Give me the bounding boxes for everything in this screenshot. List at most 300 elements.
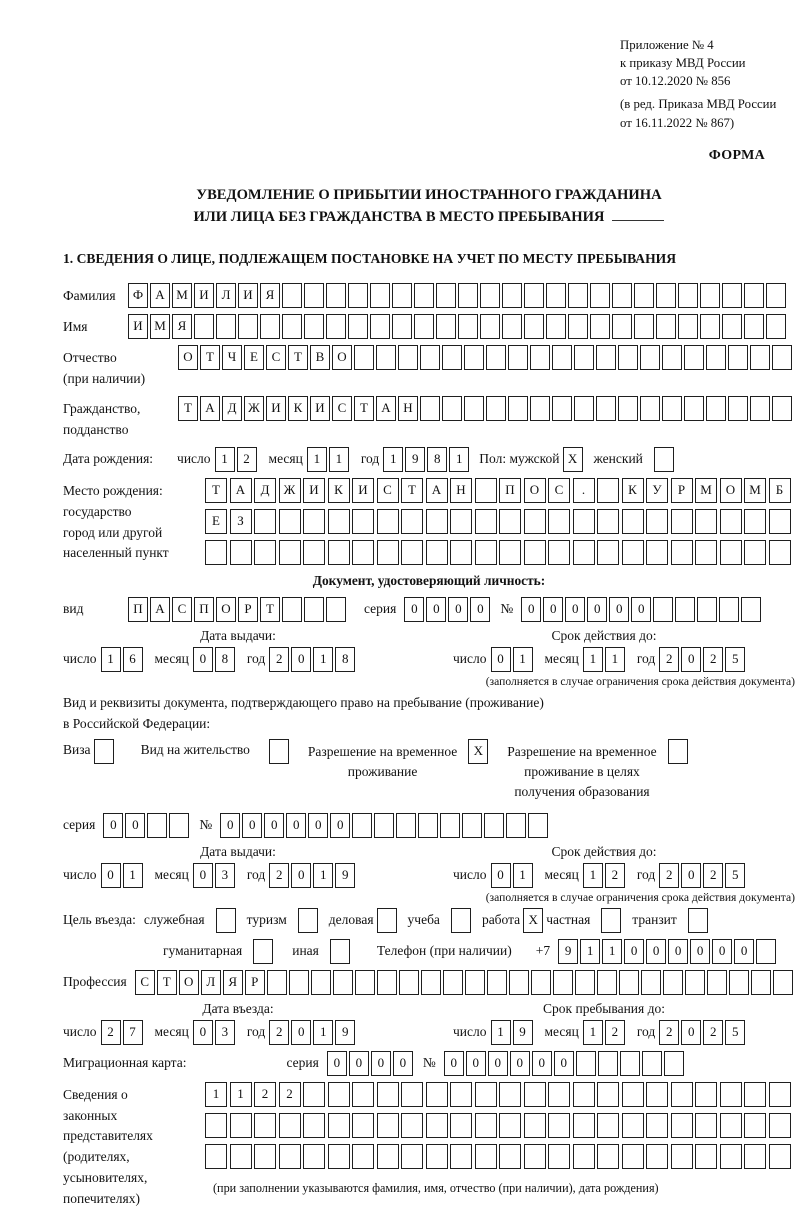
char-cell[interactable]: Л: [216, 283, 236, 308]
char-cell[interactable]: 3: [215, 863, 235, 888]
char-cell[interactable]: [484, 813, 504, 838]
char-cell[interactable]: [311, 970, 331, 995]
purpose-humanitarian-checkbox[interactable]: [253, 939, 273, 964]
char-cell[interactable]: 1: [205, 1082, 227, 1107]
char-cell[interactable]: 0: [491, 647, 511, 672]
char-cell[interactable]: [695, 1113, 717, 1138]
char-cell[interactable]: [700, 314, 720, 339]
char-cell[interactable]: [597, 970, 617, 995]
char-cell[interactable]: И: [303, 478, 325, 503]
char-cell[interactable]: [640, 396, 660, 421]
char-cell[interactable]: [392, 283, 412, 308]
purpose-private-checkbox[interactable]: [601, 908, 621, 933]
char-cell[interactable]: 2: [237, 447, 257, 472]
char-cell[interactable]: [370, 314, 390, 339]
char-cell[interactable]: 9: [405, 447, 425, 472]
char-cell[interactable]: М: [172, 283, 192, 308]
char-cell[interactable]: [348, 283, 368, 308]
char-cell[interactable]: [695, 1144, 717, 1169]
char-cell[interactable]: [744, 1113, 766, 1138]
char-cell[interactable]: [728, 396, 748, 421]
purpose-transit-checkbox[interactable]: [688, 908, 708, 933]
char-cell[interactable]: [333, 970, 353, 995]
char-cell[interactable]: О: [179, 970, 199, 995]
char-cell[interactable]: [392, 314, 412, 339]
char-cell[interactable]: [230, 540, 252, 565]
char-cell[interactable]: 0: [327, 1051, 347, 1076]
char-cell[interactable]: [548, 1144, 570, 1169]
char-cell[interactable]: [744, 283, 764, 308]
char-cell[interactable]: 7: [123, 1020, 143, 1045]
char-cell[interactable]: 8: [335, 647, 355, 672]
char-cell[interactable]: [622, 1144, 644, 1169]
char-cell[interactable]: И: [352, 478, 374, 503]
char-cell[interactable]: 0: [712, 939, 732, 964]
char-cell[interactable]: [464, 396, 484, 421]
char-cell[interactable]: [205, 1144, 227, 1169]
char-cell[interactable]: [450, 1082, 472, 1107]
char-cell[interactable]: [254, 1113, 276, 1138]
char-cell[interactable]: [205, 1113, 227, 1138]
char-cell[interactable]: [573, 509, 595, 534]
char-cell[interactable]: 2: [279, 1082, 301, 1107]
char-cell[interactable]: 0: [668, 939, 688, 964]
char-cell[interactable]: Ж: [244, 396, 264, 421]
char-cell[interactable]: [524, 509, 546, 534]
char-cell[interactable]: [618, 396, 638, 421]
char-cell[interactable]: [326, 283, 346, 308]
char-cell[interactable]: Р: [238, 597, 258, 622]
char-cell[interactable]: [590, 314, 610, 339]
char-cell[interactable]: 0: [565, 597, 585, 622]
char-cell[interactable]: [695, 509, 717, 534]
char-cell[interactable]: [303, 1082, 325, 1107]
char-cell[interactable]: [597, 1144, 619, 1169]
char-cell[interactable]: 2: [269, 863, 289, 888]
char-cell[interactable]: [524, 1113, 546, 1138]
char-cell[interactable]: [499, 509, 521, 534]
char-cell[interactable]: [355, 970, 375, 995]
char-cell[interactable]: 0: [220, 813, 240, 838]
char-cell[interactable]: М: [744, 478, 766, 503]
char-cell[interactable]: 0: [101, 863, 121, 888]
char-cell[interactable]: Ф: [128, 283, 148, 308]
char-cell[interactable]: [506, 813, 526, 838]
char-cell[interactable]: [573, 1144, 595, 1169]
char-cell[interactable]: 1: [329, 447, 349, 472]
char-cell[interactable]: [436, 314, 456, 339]
char-cell[interactable]: [328, 1082, 350, 1107]
char-cell[interactable]: [328, 1144, 350, 1169]
char-cell[interactable]: 0: [444, 1051, 464, 1076]
char-cell[interactable]: [622, 509, 644, 534]
char-cell[interactable]: [475, 509, 497, 534]
char-cell[interactable]: [348, 314, 368, 339]
char-cell[interactable]: [646, 540, 668, 565]
char-cell[interactable]: К: [328, 478, 350, 503]
char-cell[interactable]: [147, 813, 167, 838]
char-cell[interactable]: Я: [172, 314, 192, 339]
char-cell[interactable]: 2: [254, 1082, 276, 1107]
char-cell[interactable]: [414, 314, 434, 339]
char-cell[interactable]: [552, 396, 572, 421]
char-cell[interactable]: Е: [205, 509, 227, 534]
char-cell[interactable]: Н: [398, 396, 418, 421]
char-cell[interactable]: [597, 540, 619, 565]
char-cell[interactable]: [695, 1082, 717, 1107]
char-cell[interactable]: А: [426, 478, 448, 503]
char-cell[interactable]: [622, 1082, 644, 1107]
char-cell[interactable]: [442, 396, 462, 421]
char-cell[interactable]: О: [332, 345, 352, 370]
char-cell[interactable]: [756, 939, 776, 964]
char-cell[interactable]: [548, 1082, 570, 1107]
char-cell[interactable]: [769, 509, 791, 534]
char-cell[interactable]: [303, 540, 325, 565]
char-cell[interactable]: [700, 283, 720, 308]
char-cell[interactable]: [420, 396, 440, 421]
char-cell[interactable]: [401, 1082, 423, 1107]
char-cell[interactable]: 1: [313, 647, 333, 672]
char-cell[interactable]: [475, 1082, 497, 1107]
char-cell[interactable]: [671, 1113, 693, 1138]
char-cell[interactable]: А: [376, 396, 396, 421]
char-cell[interactable]: [230, 1113, 252, 1138]
char-cell[interactable]: 9: [335, 863, 355, 888]
char-cell[interactable]: [254, 509, 276, 534]
char-cell[interactable]: [486, 345, 506, 370]
char-cell[interactable]: [744, 314, 764, 339]
char-cell[interactable]: [612, 314, 632, 339]
char-cell[interactable]: [377, 1113, 399, 1138]
char-cell[interactable]: 0: [448, 597, 468, 622]
char-cell[interactable]: [744, 509, 766, 534]
char-cell[interactable]: 2: [659, 647, 679, 672]
char-cell[interactable]: А: [150, 597, 170, 622]
char-cell[interactable]: [282, 283, 302, 308]
char-cell[interactable]: [289, 970, 309, 995]
char-cell[interactable]: 5: [725, 647, 745, 672]
purpose-commercial-checkbox[interactable]: [377, 908, 397, 933]
char-cell[interactable]: [426, 1082, 448, 1107]
char-cell[interactable]: [440, 813, 460, 838]
char-cell[interactable]: [304, 283, 324, 308]
char-cell[interactable]: О: [216, 597, 236, 622]
char-cell[interactable]: [326, 597, 346, 622]
char-cell[interactable]: 1: [583, 1020, 603, 1045]
char-cell[interactable]: [622, 1113, 644, 1138]
char-cell[interactable]: П: [194, 597, 214, 622]
char-cell[interactable]: А: [150, 283, 170, 308]
char-cell[interactable]: [398, 345, 418, 370]
char-cell[interactable]: [546, 314, 566, 339]
char-cell[interactable]: [205, 540, 227, 565]
char-cell[interactable]: С: [377, 478, 399, 503]
char-cell[interactable]: [502, 283, 522, 308]
char-cell[interactable]: 0: [543, 597, 563, 622]
char-cell[interactable]: [352, 1082, 374, 1107]
char-cell[interactable]: [573, 1113, 595, 1138]
char-cell[interactable]: И: [310, 396, 330, 421]
char-cell[interactable]: [772, 396, 792, 421]
char-cell[interactable]: [574, 345, 594, 370]
char-cell[interactable]: [442, 345, 462, 370]
char-cell[interactable]: [524, 283, 544, 308]
char-cell[interactable]: М: [150, 314, 170, 339]
char-cell[interactable]: Р: [245, 970, 265, 995]
char-cell[interactable]: [575, 970, 595, 995]
char-cell[interactable]: [618, 345, 638, 370]
char-cell[interactable]: [671, 1082, 693, 1107]
char-cell[interactable]: [450, 1144, 472, 1169]
char-cell[interactable]: [524, 314, 544, 339]
char-cell[interactable]: [642, 1051, 662, 1076]
char-cell[interactable]: И: [238, 283, 258, 308]
char-cell[interactable]: [352, 813, 372, 838]
char-cell[interactable]: [304, 597, 324, 622]
char-cell[interactable]: 2: [703, 1020, 723, 1045]
char-cell[interactable]: [475, 540, 497, 565]
char-cell[interactable]: 0: [510, 1051, 530, 1076]
char-cell[interactable]: [620, 1051, 640, 1076]
char-cell[interactable]: [303, 1113, 325, 1138]
char-cell[interactable]: [418, 813, 438, 838]
char-cell[interactable]: [487, 970, 507, 995]
char-cell[interactable]: 0: [330, 813, 350, 838]
char-cell[interactable]: Е: [244, 345, 264, 370]
char-cell[interactable]: [568, 314, 588, 339]
char-cell[interactable]: [590, 283, 610, 308]
char-cell[interactable]: [678, 283, 698, 308]
char-cell[interactable]: [597, 1082, 619, 1107]
char-cell[interactable]: Т: [260, 597, 280, 622]
char-cell[interactable]: [573, 1082, 595, 1107]
char-cell[interactable]: [458, 283, 478, 308]
char-cell[interactable]: [706, 345, 726, 370]
char-cell[interactable]: [377, 1144, 399, 1169]
char-cell[interactable]: К: [288, 396, 308, 421]
char-cell[interactable]: [254, 1144, 276, 1169]
char-cell[interactable]: 1: [449, 447, 469, 472]
char-cell[interactable]: [671, 1144, 693, 1169]
char-cell[interactable]: [328, 509, 350, 534]
char-cell[interactable]: 0: [466, 1051, 486, 1076]
char-cell[interactable]: [370, 283, 390, 308]
char-cell[interactable]: Т: [200, 345, 220, 370]
char-cell[interactable]: [552, 345, 572, 370]
char-cell[interactable]: 0: [609, 597, 629, 622]
char-cell[interactable]: О: [720, 478, 742, 503]
char-cell[interactable]: [751, 970, 771, 995]
visa-checkbox[interactable]: [94, 739, 114, 764]
char-cell[interactable]: [401, 1113, 423, 1138]
char-cell[interactable]: [750, 345, 770, 370]
char-cell[interactable]: [663, 970, 683, 995]
char-cell[interactable]: 2: [605, 863, 625, 888]
char-cell[interactable]: 0: [488, 1051, 508, 1076]
char-cell[interactable]: 0: [286, 813, 306, 838]
char-cell[interactable]: [697, 597, 717, 622]
char-cell[interactable]: 0: [681, 1020, 701, 1045]
char-cell[interactable]: [216, 314, 236, 339]
char-cell[interactable]: [436, 283, 456, 308]
char-cell[interactable]: 5: [725, 1020, 745, 1045]
char-cell[interactable]: 0: [646, 939, 666, 964]
char-cell[interactable]: [475, 1113, 497, 1138]
char-cell[interactable]: [646, 1113, 668, 1138]
char-cell[interactable]: 0: [491, 863, 511, 888]
char-cell[interactable]: Т: [205, 478, 227, 503]
char-cell[interactable]: Т: [288, 345, 308, 370]
char-cell[interactable]: 9: [513, 1020, 533, 1045]
char-cell[interactable]: [502, 314, 522, 339]
char-cell[interactable]: [741, 597, 761, 622]
char-cell[interactable]: [401, 540, 423, 565]
purpose-tourism-checkbox[interactable]: [298, 908, 318, 933]
char-cell[interactable]: 0: [242, 813, 262, 838]
char-cell[interactable]: 0: [521, 597, 541, 622]
char-cell[interactable]: 0: [631, 597, 651, 622]
char-cell[interactable]: 8: [215, 647, 235, 672]
char-cell[interactable]: [548, 1113, 570, 1138]
char-cell[interactable]: 0: [470, 597, 490, 622]
char-cell[interactable]: [465, 970, 485, 995]
char-cell[interactable]: [720, 1113, 742, 1138]
char-cell[interactable]: Р: [671, 478, 693, 503]
char-cell[interactable]: 1: [123, 863, 143, 888]
char-cell[interactable]: [254, 540, 276, 565]
char-cell[interactable]: 6: [123, 647, 143, 672]
char-cell[interactable]: Я: [223, 970, 243, 995]
char-cell[interactable]: Н: [450, 478, 472, 503]
char-cell[interactable]: [279, 1113, 301, 1138]
char-cell[interactable]: С: [548, 478, 570, 503]
char-cell[interactable]: 0: [681, 647, 701, 672]
char-cell[interactable]: Я: [260, 283, 280, 308]
char-cell[interactable]: [634, 314, 654, 339]
char-cell[interactable]: [728, 345, 748, 370]
char-cell[interactable]: [729, 970, 749, 995]
char-cell[interactable]: [695, 540, 717, 565]
char-cell[interactable]: [377, 509, 399, 534]
char-cell[interactable]: [553, 970, 573, 995]
char-cell[interactable]: 0: [734, 939, 754, 964]
char-cell[interactable]: 1: [215, 447, 235, 472]
char-cell[interactable]: [619, 970, 639, 995]
char-cell[interactable]: [612, 283, 632, 308]
char-cell[interactable]: [328, 1113, 350, 1138]
char-cell[interactable]: [678, 314, 698, 339]
char-cell[interactable]: 1: [605, 647, 625, 672]
char-cell[interactable]: 0: [624, 939, 644, 964]
char-cell[interactable]: [377, 540, 399, 565]
char-cell[interactable]: 1: [513, 863, 533, 888]
char-cell[interactable]: [766, 283, 786, 308]
char-cell[interactable]: [720, 1144, 742, 1169]
char-cell[interactable]: [450, 1113, 472, 1138]
char-cell[interactable]: [486, 396, 506, 421]
char-cell[interactable]: [462, 813, 482, 838]
char-cell[interactable]: З: [230, 509, 252, 534]
char-cell[interactable]: [426, 1113, 448, 1138]
char-cell[interactable]: [480, 283, 500, 308]
char-cell[interactable]: 0: [291, 863, 311, 888]
char-cell[interactable]: 0: [291, 647, 311, 672]
char-cell[interactable]: Т: [401, 478, 423, 503]
char-cell[interactable]: 1: [383, 447, 403, 472]
char-cell[interactable]: [720, 1082, 742, 1107]
char-cell[interactable]: [303, 509, 325, 534]
char-cell[interactable]: 1: [307, 447, 327, 472]
char-cell[interactable]: [279, 540, 301, 565]
char-cell[interactable]: [450, 540, 472, 565]
char-cell[interactable]: 2: [703, 863, 723, 888]
char-cell[interactable]: [376, 345, 396, 370]
char-cell[interactable]: [524, 540, 546, 565]
char-cell[interactable]: [750, 396, 770, 421]
char-cell[interactable]: [656, 314, 676, 339]
char-cell[interactable]: [573, 540, 595, 565]
char-cell[interactable]: [684, 396, 704, 421]
char-cell[interactable]: [279, 509, 301, 534]
char-cell[interactable]: Д: [254, 478, 276, 503]
char-cell[interactable]: [546, 283, 566, 308]
gender-female-checkbox[interactable]: [654, 447, 674, 472]
char-cell[interactable]: [744, 1144, 766, 1169]
char-cell[interactable]: [531, 970, 551, 995]
char-cell[interactable]: С: [332, 396, 352, 421]
char-cell[interactable]: 0: [264, 813, 284, 838]
char-cell[interactable]: [279, 1144, 301, 1169]
char-cell[interactable]: [169, 813, 189, 838]
char-cell[interactable]: [568, 283, 588, 308]
char-cell[interactable]: [374, 813, 394, 838]
char-cell[interactable]: [499, 1144, 521, 1169]
char-cell[interactable]: 1: [602, 939, 622, 964]
char-cell[interactable]: [528, 813, 548, 838]
char-cell[interactable]: [769, 540, 791, 565]
char-cell[interactable]: 0: [690, 939, 710, 964]
char-cell[interactable]: 2: [101, 1020, 121, 1045]
char-cell[interactable]: [499, 1113, 521, 1138]
char-cell[interactable]: .: [573, 478, 595, 503]
char-cell[interactable]: [377, 970, 397, 995]
char-cell[interactable]: [646, 1144, 668, 1169]
char-cell[interactable]: 2: [269, 647, 289, 672]
char-cell[interactable]: [421, 970, 441, 995]
char-cell[interactable]: 2: [659, 1020, 679, 1045]
char-cell[interactable]: Б: [769, 478, 791, 503]
char-cell[interactable]: Ч: [222, 345, 242, 370]
char-cell[interactable]: 5: [725, 863, 745, 888]
char-cell[interactable]: 0: [681, 863, 701, 888]
char-cell[interactable]: [769, 1113, 791, 1138]
char-cell[interactable]: [401, 509, 423, 534]
char-cell[interactable]: [598, 1051, 618, 1076]
char-cell[interactable]: [326, 314, 346, 339]
char-cell[interactable]: 1: [101, 647, 121, 672]
char-cell[interactable]: [722, 314, 742, 339]
char-cell[interactable]: [574, 396, 594, 421]
char-cell[interactable]: 0: [532, 1051, 552, 1076]
char-cell[interactable]: [426, 1144, 448, 1169]
char-cell[interactable]: [508, 345, 528, 370]
char-cell[interactable]: [640, 345, 660, 370]
char-cell[interactable]: [450, 509, 472, 534]
char-cell[interactable]: [653, 597, 673, 622]
char-cell[interactable]: [304, 314, 324, 339]
char-cell[interactable]: 1: [230, 1082, 252, 1107]
